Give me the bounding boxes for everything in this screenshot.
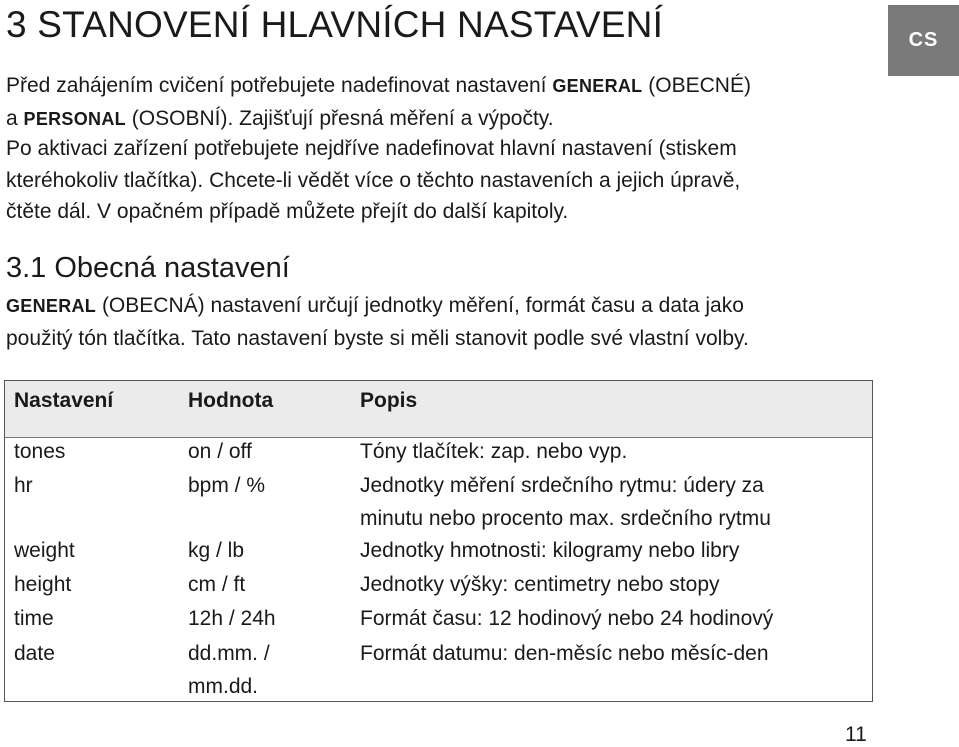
cell-value: bpm / % <box>188 474 266 497</box>
intro-paragraph-1: Před zahájením cvičení potřebujete nadefinovat nastavení GENERAL (OBECNÉ) a PERSONAL (OSOBNÍ). Zajišťují přesná měření a výpočty. <box>6 74 751 130</box>
cell-setting: weight <box>14 539 75 562</box>
page-heading: 3 STANOVENÍ HLAVNÍCH NASTAVENÍ <box>6 4 664 45</box>
section-title: 3.1 Obecná nastavení <box>6 252 290 284</box>
table-header <box>5 381 872 438</box>
cell-description: Formát datumu: den-měsíc nebo měsíc-den <box>360 642 769 665</box>
language-tab: CS <box>888 5 959 76</box>
cell-description: Jednotky hmotnosti: kilogramy nebo libry <box>360 539 740 562</box>
settings-table <box>4 380 873 702</box>
header-value: Hodnota <box>188 389 274 412</box>
cell-setting: hr <box>14 474 33 497</box>
cell-description: Jednotky výšky: centimetry nebo stopy <box>360 573 720 596</box>
cell-description: Formát času: 12 hodinový nebo 24 hodinový <box>360 607 774 630</box>
cell-value: cm / ft <box>188 573 246 596</box>
cell-value: 12h / 24h <box>188 607 276 630</box>
general-term: GENERAL <box>552 76 643 96</box>
cell-setting: tones <box>14 440 66 463</box>
general-term: GENERAL <box>6 296 97 316</box>
section-paragraph: GENERAL (OBECNÁ) nastavení určují jednotky měření, formát času a data jako použitý tón tlačítka. Tato nastavení byste si měli stanovit podle své vlastní volby. <box>6 294 749 350</box>
page-number: 11 <box>845 723 867 746</box>
cell-setting: height <box>14 573 72 596</box>
personal-term: PERSONAL <box>23 108 126 129</box>
cell-description: Jednotky měření srdečního rytmu: údery za minutu nebo procento max. srdečního rytmu <box>360 474 771 530</box>
cell-description: Tóny tlačítek: zap. nebo vyp. <box>360 440 628 463</box>
cell-value: on / off <box>188 440 252 463</box>
cell-value: kg / lb <box>188 539 245 562</box>
header-setting: Nastavení <box>14 389 114 412</box>
cell-setting: time <box>14 607 54 630</box>
cell-setting: date <box>14 642 55 665</box>
header-description: Popis <box>360 389 418 412</box>
intro-paragraph-2: Po aktivaci zařízení potřebujete nejdříve nadefinovat hlavní nastavení (stiskem kteréhokoliv tlačítka). Chcete-li vědět více o těchto nastaveních a jejich úpravě, čtěte dál. V opačném případě můžete přejít do další kapitoly. <box>6 137 741 223</box>
cell-value: dd.mm. / mm.dd. <box>188 642 270 698</box>
